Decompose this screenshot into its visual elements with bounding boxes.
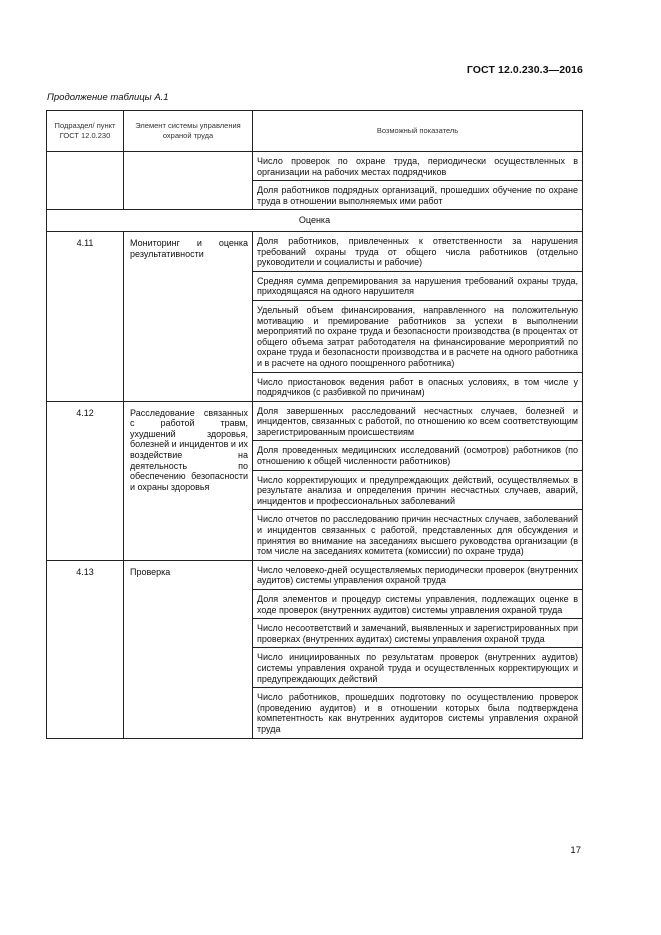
table-row bbox=[47, 401, 583, 441]
indicator-cell: Средняя сумма депремирования за нарушения требований охраны труда, приходящаяся на одного нарушителя bbox=[253, 271, 583, 300]
indicator-cell: Доля элементов и процедур системы управления, подлежащих оценке в ходе проверок (внутренних аудитов) системы управления охраной труда bbox=[253, 590, 583, 619]
page-number: 17 bbox=[570, 845, 581, 856]
table-row bbox=[47, 152, 583, 181]
table-caption: Продолжение таблицы А.1 bbox=[47, 92, 169, 103]
system-element: Мониторинг и оценка результативности bbox=[124, 231, 253, 401]
section-number: 4.11 bbox=[47, 231, 124, 401]
indicator-cell: Доля работников подрядных организаций, прошедших обучение по охране труда в отношении выполняемых ими работ bbox=[253, 181, 583, 210]
indicator-cell: Число несоответствий и замечаний, выявленных и зарегистрированных при проверках (внутренних аудитах) системы управления охраной труда bbox=[253, 619, 583, 648]
empty-section-cell bbox=[47, 152, 124, 210]
empty-element-cell bbox=[124, 152, 253, 210]
indicator-cell: Число инициированных по результатам проверок (внутренних аудитов) системы управления охраной труда и осуществленных корректирующих и предупреждающих действий bbox=[253, 648, 583, 688]
table-row bbox=[47, 231, 583, 271]
indicator-cell: Доля работников, привлеченных к ответственности за нарушения требований охраны труда от общего числа работников (отдельно руководители и социалисты и рабочие) bbox=[253, 231, 583, 271]
column-header-element: Элемент системы управления охраной труда bbox=[124, 111, 253, 152]
section-row bbox=[47, 210, 583, 232]
indicator-cell: Число проверок по охране труда, периодически осуществленных в организации на рабочих местах подрядчиков bbox=[253, 152, 583, 181]
standard-designation: ГОСТ 12.0.230.3—2016 bbox=[466, 64, 583, 76]
table-header-row bbox=[47, 111, 583, 152]
section-title: Оценка bbox=[47, 210, 583, 232]
system-element: Расследование связанных с работой травм, ухудшений здоровья, болезней и инцидентов и их воздействие на деятельность по обеспечению безопасности и охраны здоровья bbox=[124, 401, 253, 560]
indicator-cell: Удельный объем финансирования, направленного на положительную мотивацию и премирование работников за успехи в выполнении мероприятий по охране труда и безопасности производства (в процентах от общего объема затрат работодателя на финансирование мероприятий по охране труда и безопасности производства и в расчете на одного работника и в расчете на одного поощренного работника) bbox=[253, 300, 583, 372]
column-header-section: Подраздел/ пункт ГОСТ 12.0.230 bbox=[47, 111, 124, 152]
indicator-cell: Число отчетов по расследованию причин несчастных случаев, заболеваний и инцидентов связанных с работой, представленных для обсуждения и принятия во внимание на заседаниях высшего руководства организации (в том числе на заседаниях комитета (комиссии) по охране труда) bbox=[253, 510, 583, 560]
indicator-cell: Число корректирующих и предупреждающих действий, осуществляемых в результате анализа и определения причин несчастных случаев, аварий, инцидентов и профессиональных заболеваний bbox=[253, 470, 583, 510]
table-row bbox=[47, 560, 583, 589]
indicator-cell: Доля завершенных расследований несчастных случаев, болезней и инцидентов, связанных с работой, по отношению ко всем соответствующим зарегистрированным происшествиям bbox=[253, 401, 583, 441]
column-header-indicator: Возможный показатель bbox=[253, 111, 583, 152]
section-number: 4.12 bbox=[47, 401, 124, 560]
indicator-cell: Доля проведенных медицинских исследований (осмотров) работников (по отношению к общей численности работников) bbox=[253, 441, 583, 470]
indicator-cell: Число работников, прошедших подготовку по осуществлению проверок (проведению аудитов) и в отношении которых была подтверждена компетентность как внутренних аудиторов системы управления охраной труда bbox=[253, 688, 583, 738]
section-number: 4.13 bbox=[47, 560, 124, 738]
indicator-cell: Число приостановок ведения работ в опасных условиях, в том числе у подрядчиков (с разбивкой по причинам) bbox=[253, 372, 583, 401]
indicator-cell: Число человеко-дней осуществляемых периодически проверок (внутренних аудитов) системы управления охраной труда bbox=[253, 560, 583, 589]
indicators-table bbox=[46, 110, 583, 739]
system-element: Проверка bbox=[124, 560, 253, 738]
